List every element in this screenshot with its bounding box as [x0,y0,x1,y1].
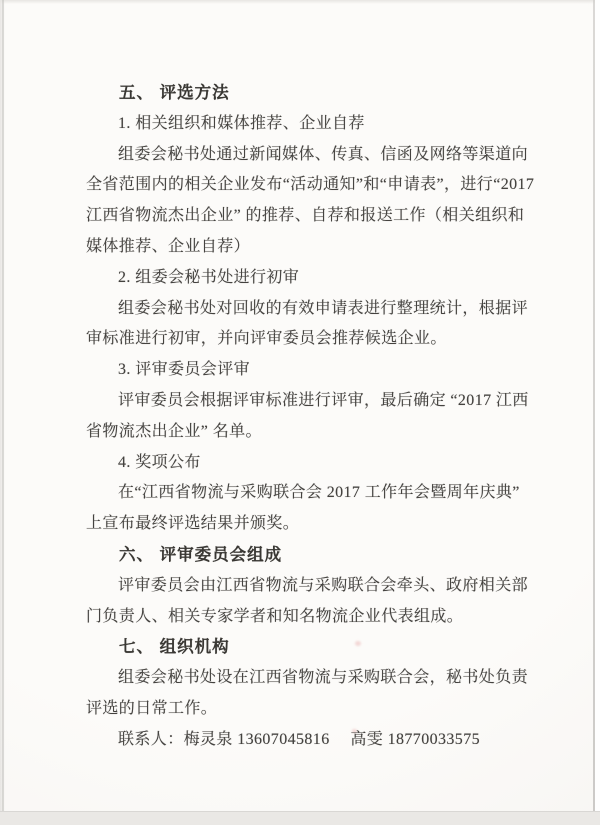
paragraph-line: 媒体推荐、企业自荐） [86,237,251,255]
contact-line: 联系人：梅灵泉 13607045816 高雯 18770033575 [118,730,481,748]
paragraph-line: 审标准进行初审，并向评审委员会推荐候选企业。 [86,330,447,348]
page-left-edge [2,0,4,813]
paragraph-line: 上宣布最终评选结果并颁奖。 [86,515,300,533]
paragraph-line: 组委会秘书处通过新闻媒体、传真、信函及网络等渠道向 [118,145,529,163]
list-item-2: 2. 组委会秘书处进行初审 [118,268,300,286]
page-right-edge [593,0,595,815]
paragraph-line: 评选的日常工作。 [86,699,218,717]
paragraph-line: 评审委员会由江西省物流与采购联合会牵头、政府相关部 [118,576,529,594]
paragraph-line: 江西省物流杰出企业” 的推荐、自荐和报送工作（相关组织和 [86,207,525,225]
section-heading-6: 六、 评审委员会组成 [119,545,283,564]
paragraph-line: 评审委员会根据评审标准进行评审，最后确定 “2017 江西 [118,391,529,409]
paragraph-line: 组委会秘书处设在江西省物流与采购联合会，秘书处负责 [118,669,529,687]
section-heading-7: 七、 组织机构 [119,638,230,657]
scanner-right-margin [595,0,600,825]
list-item-3: 3. 评审委员会评审 [118,361,251,379]
list-item-4: 4. 奖项公布 [118,453,201,471]
document-body [86,78,536,756]
paragraph-line: 全省范围内的相关企业发布“活动通知”和“申请表”，进行“2017 [86,176,535,194]
paragraph-line: 省物流杰出企业” 名单。 [86,422,262,440]
paragraph-line: 门负责人、相关专家学者和知名物流企业代表组成。 [86,607,464,625]
paragraph-line: 在“江西省物流与采购联合会 2017 工作年会暨周年庆典” [118,484,520,502]
section-heading-5: 五、 评选方法 [119,84,230,102]
paragraph-line: 组委会秘书处对回收的有效申请表进行整理统计，根据评 [118,299,529,317]
list-item-1: 1. 相关组织和媒体推荐、企业自荐 [118,114,365,132]
scanner-bottom-strip [0,811,600,825]
